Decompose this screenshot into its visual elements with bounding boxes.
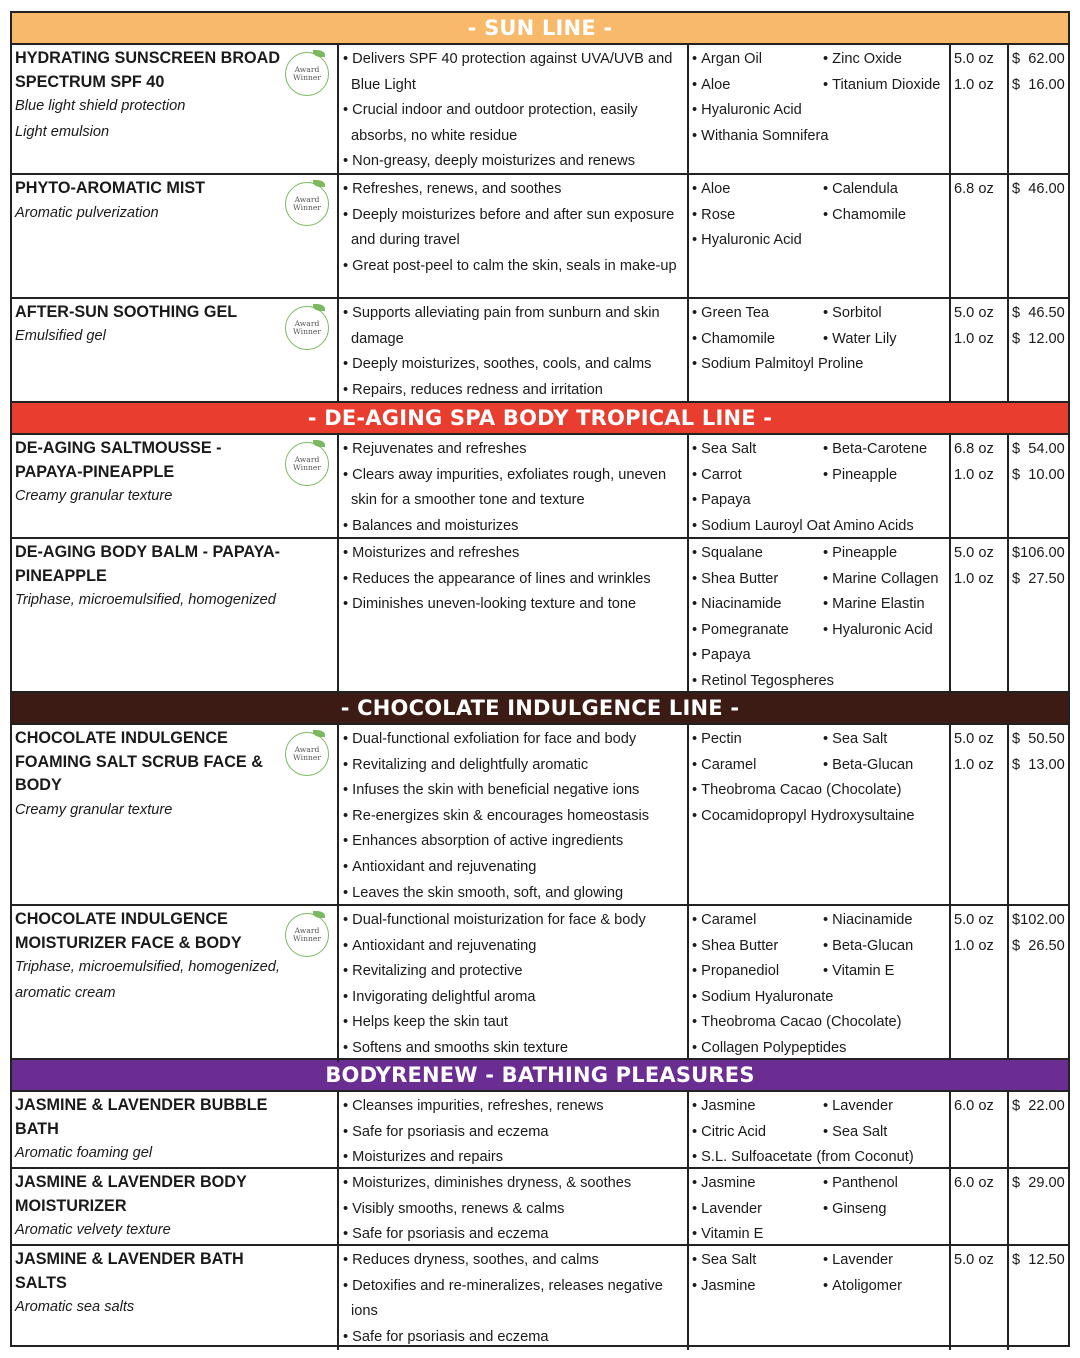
ingredient-item: • Lavender [823,1094,945,1120]
product-price: $ 13.00 [1012,756,1065,773]
product-size: 6.8 oz [954,181,994,198]
badge-text: Award [294,318,320,328]
ingredient-item: • Caramel [692,908,823,934]
product-cell [12,299,339,403]
product-name: CHOCOLATE INDULGENCE FOAMING SALT SCRUB FACE & BODY [15,729,263,795]
prices-cell [1009,175,1069,297]
leaf-icon [313,304,325,311]
benefits-cell [339,906,689,1062]
product-price: $102.00 [1012,912,1065,929]
benefit-item: • Crucial indoor and outdoor protection, easily absorbs, no white residue [342,98,683,149]
ingredients-cell [689,435,951,539]
ingredient-item: • Green Tea [692,301,823,327]
product-row [12,539,1068,693]
award-winner-badge [285,182,329,226]
product-cell [12,725,339,906]
ingredient-item: • Calendula [823,177,945,203]
benefit-item: • Refreshes, renews, and soothes [342,177,683,203]
badge-text: Winner [292,463,321,472]
product-price: $ 10.00 [1012,466,1065,483]
ingredient-item: • Water Lily [823,327,945,353]
product-row [12,299,1068,403]
product-name: DE-AGING BODY BALM - PAPAYA-PINEAPPLE [15,543,281,585]
benefit-item: • Moisturizes and repairs [342,1145,683,1171]
benefit-item: • Re-energizes skin & encourages homeostasis [342,804,683,830]
badge-text: Award [294,194,320,204]
product-name: AFTER-SUN SOOTHING GEL [15,302,238,321]
product-description: Triphase, microemulsified, homogenized [15,592,276,608]
benefit-item: • Revitalizing and protective [342,959,683,985]
product-name: JASMINE & LAVENDER BATH SALTS [15,1250,244,1292]
ingredient-item: • Zinc Oxide [823,47,945,73]
section-header: BODYRENEW - BATHING PLEASURES [12,1060,1068,1092]
ingredient-item: • Papaya [692,488,945,514]
badge-text: Winner [292,326,321,336]
benefit-item: • Deeply moisturizes, soothes, cools, and calms [342,352,683,378]
ingredient-item: • Argan Oil [692,47,823,73]
ingredient-item: • Beta-Glucan [823,934,945,960]
product-description: Aromatic foaming gel [15,1145,153,1162]
ingredient-item: • Aloe [692,73,823,99]
prices-cell [1009,1092,1069,1171]
product-name: HYDRATING SUNSCREEN BROAD SPECTRUM SPF 40 [15,49,281,91]
ingredient-item: • Atoligomer [823,1274,945,1300]
ingredients-list [692,908,945,1062]
prices-cell [1009,435,1069,539]
prices-cell [1009,45,1069,175]
benefit-item: • Safe for psoriasis and eczema [342,1325,683,1351]
ingredient-item: • Sea Salt [823,1120,945,1146]
ingredient-item: • Chamomile [823,203,945,229]
benefit-item: • Enhances absorption of active ingredients [342,829,683,855]
benefit-item: • Detoxifies and re-mineralizes, releases negative ions [342,1274,683,1325]
product-description: Light emulsion [15,123,110,140]
badge-text: Award [294,744,320,754]
benefit-item: • Supports alleviating pain from sunburn and skin damage [342,301,683,352]
benefit-item: • Rejuvenates and refreshes [342,437,683,463]
product-size: 1.0 oz [954,937,994,954]
product-price: $ 12.00 [1012,330,1065,347]
benefits-cell [339,1092,689,1171]
ingredients-cell [689,299,951,403]
product-name: JASMINE & LAVENDER BUBBLE BATH [15,1096,268,1138]
ingredients-list [692,177,945,254]
ingredient-item: • Citric Acid [692,1120,823,1146]
benefit-item: • Reduces dryness, soothes, and calms [342,1248,683,1274]
prices-cell [1009,906,1069,1062]
ingredients-list [692,437,945,539]
benefit-item: • Safe for psoriasis and eczema [342,1222,683,1248]
product-price-list [10,11,1070,1347]
ingredient-item: • Vitamin E [692,1222,945,1248]
leaf-icon [313,180,325,187]
product-size: 5.0 oz [954,1252,994,1269]
badge-text: Award [294,64,320,74]
sizes-cell [951,1169,1009,1248]
award-winner-badge [285,52,329,96]
ingredient-item: • Theobroma Cacao (Chocolate) [692,1010,945,1036]
product-row [12,725,1068,906]
product-size: 1.0 oz [954,570,994,587]
ingredient-item: • Pineapple [823,541,945,567]
product-size: 5.0 oz [954,731,994,748]
product-price: $ 50.50 [1012,731,1065,748]
benefits-cell [339,1169,689,1248]
benefits-cell [339,539,689,695]
product-name: DE-AGING SALTMOUSSE - PAPAYA-PINEAPPLE [15,439,222,481]
ingredient-item: • Shea Butter [692,567,823,593]
ingredients-list [692,541,945,695]
section-header: - CHOCOLATE INDULGENCE LINE - [12,693,1068,725]
benefit-item: • Moisturizes, diminishes dryness, & soothes [342,1171,683,1197]
ingredients-list [692,301,945,378]
product-description: Creamy granular texture [15,488,173,504]
ingredient-item: • Sorbitol [823,301,945,327]
ingredient-item: • Chamomile [692,327,823,353]
sizes-cell [951,1246,1009,1350]
ingredient-item: • Caramel [692,753,823,779]
product-cell [12,1092,339,1171]
sizes-cell [951,906,1009,1062]
product-cell [12,45,339,175]
badge-text: Award [294,925,320,935]
benefit-item: • Leaves the skin smooth, soft, and glowing [342,881,683,907]
section-header: - SUN LINE - [12,13,1068,45]
product-row [12,175,1068,299]
product-name: PHYTO-AROMATIC MIST [15,179,206,198]
badge-text: Winner [292,73,321,83]
benefits-cell [339,45,689,175]
ingredients-cell [689,45,951,175]
ingredient-item: • Lavender [692,1197,823,1223]
product-cell [12,1169,339,1248]
sizes-cell [951,725,1009,906]
product-cell [12,539,339,695]
product-cell [12,435,339,539]
product-price: $ 22.00 [1012,1098,1065,1115]
badge-text: Winner [292,203,321,213]
ingredients-cell [689,539,951,695]
benefit-item: • Delivers SPF 40 protection against UVA/UVB and Blue Light [342,47,683,98]
ingredient-item: • Pineapple [823,463,945,489]
section-header: - DE-AGING SPA BODY TROPICAL LINE - [12,403,1068,435]
ingredients-cell [689,725,951,906]
leaf-icon [313,911,325,918]
ingredients-cell [689,906,951,1062]
leaf-icon [313,440,325,447]
product-cell [12,1246,339,1350]
product-price: $ 26.50 [1012,937,1065,954]
product-size: 5.0 oz [954,912,994,929]
ingredient-item: • Cocamidopropyl Hydroxysultaine [692,804,945,830]
ingredient-item: • Jasmine [692,1274,823,1300]
benefit-item: • Cleanses impurities, refreshes, renews [342,1094,683,1120]
prices-cell [1009,1246,1069,1350]
ingredient-item: • Sodium Palmitoyl Proline [692,352,945,378]
benefits-cell [339,1246,689,1350]
ingredients-cell [689,1169,951,1248]
product-name: CHOCOLATE INDULGENCE MOISTURIZER FACE & BODY [15,910,242,952]
benefits-cell [339,175,689,297]
ingredient-item: • Beta-Carotene [823,437,945,463]
product-cell [12,906,339,1062]
benefit-item: • Dual-functional moisturization for face & body [342,908,683,934]
award-winner-badge [285,306,329,350]
product-description: Triphase, microemulsified, homogenized, aromatic cream [15,959,280,1001]
prices-cell [1009,1169,1069,1248]
ingredient-item: • Lavender [823,1248,945,1274]
ingredient-item: • Hyaluronic Acid [692,98,945,124]
product-size: 5.0 oz [954,545,994,561]
ingredients-list [692,1248,945,1299]
badge-text: Award [294,454,320,464]
benefit-item: • Dual-functional exfoliation for face and body [342,727,683,753]
ingredient-item: • Hyaluronic Acid [823,618,945,644]
ingredients-cell [689,175,951,297]
product-size: 1.0 oz [954,466,994,483]
benefit-item: • Helps keep the skin taut [342,1010,683,1036]
ingredients-cell [689,1092,951,1171]
sizes-cell [951,435,1009,539]
ingredient-item: • Panthenol [823,1171,945,1197]
benefit-item: • Reduces the appearance of lines and wrinkles [342,567,683,593]
sizes-cell [951,299,1009,403]
ingredients-list [692,1094,945,1171]
product-row [12,906,1068,1060]
ingredient-item: • Niacinamide [823,908,945,934]
ingredient-item: • Hyaluronic Acid [692,228,945,254]
benefits-cell [339,299,689,403]
ingredient-item: • Retinol Tegospheres [692,669,945,695]
product-description: Emulsified gel [15,328,106,345]
benefit-item: • Invigorating delightful aroma [342,985,683,1011]
badge-text: Winner [292,934,321,944]
leaf-icon [313,730,325,737]
product-price: $106.00 [1012,545,1065,561]
ingredient-item: • Marine Collagen [823,567,945,593]
benefits-cell [339,435,689,539]
ingredient-item: • Jasmine [692,1171,823,1197]
ingredient-item: • Withania Somnifera [692,124,945,150]
product-row [12,1169,1068,1246]
prices-cell [1009,299,1069,403]
ingredient-item: • Beta-Glucan [823,753,945,779]
ingredient-item: • Sodium Hyaluronate [692,985,945,1011]
ingredient-item: • Carrot [692,463,823,489]
ingredient-item: • S.L. Sulfoacetate (from Coconut) [692,1145,945,1171]
benefit-item: • Diminishes uneven-looking texture and tone [342,592,683,618]
product-price: $ 46.50 [1012,304,1065,321]
ingredients-list [692,1171,945,1248]
product-description: Creamy granular texture [15,801,173,818]
sizes-cell [951,175,1009,297]
product-cell [12,175,339,297]
ingredient-item: • Marine Elastin [823,592,945,618]
benefit-item: • Balances and moisturizes [342,514,683,540]
benefit-item: • Revitalizing and delightfully aromatic [342,753,683,779]
benefit-item: • Great post-peel to calm the skin, seals in make-up [342,254,683,280]
ingredients-list [692,727,945,829]
ingredient-item: • Rose [692,203,823,229]
benefit-item: • Safe for psoriasis and eczema [342,1120,683,1146]
product-price: $ 46.00 [1012,181,1065,198]
product-description: Aromatic sea salts [15,1299,135,1316]
ingredient-item: • Pectin [692,727,823,753]
sizes-cell [951,1092,1009,1171]
ingredient-item: • Jasmine [692,1094,823,1120]
product-price: $ 16.00 [1012,76,1065,93]
product-price: $ 54.00 [1012,441,1065,457]
product-row [12,1246,1068,1345]
product-size: 6.0 oz [954,1175,994,1192]
ingredient-item: • Ginseng [823,1197,945,1223]
ingredients-list [692,47,945,149]
award-winner-badge [285,913,329,957]
benefit-item: • Antioxidant and rejuvenating [342,855,683,881]
ingredient-item: • Niacinamide [692,592,823,618]
benefit-item: • Repairs, reduces redness and irritation [342,378,683,404]
benefits-cell [339,725,689,906]
sizes-cell [951,539,1009,695]
product-size: 5.0 oz [954,304,994,321]
product-price: $ 27.50 [1012,570,1065,587]
ingredient-item: • Squalane [692,541,823,567]
leaf-icon [313,50,325,57]
product-price: $ 12.50 [1012,1252,1065,1269]
ingredient-item: • Shea Butter [692,934,823,960]
product-row [12,45,1068,175]
benefit-item: • Infuses the skin with beneficial negative ions [342,778,683,804]
award-winner-badge [285,442,329,486]
benefit-item: • Moisturizes and refreshes [342,541,683,567]
ingredient-item: • Sea Salt [692,1248,823,1274]
product-description: Blue light shield protection [15,98,186,115]
prices-cell [1009,539,1069,695]
ingredient-item: • Vitamin E [823,959,945,985]
product-row [12,435,1068,539]
product-description: Aromatic velvety texture [15,1222,171,1239]
award-winner-badge [285,732,329,776]
product-size: 1.0 oz [954,756,994,773]
benefit-item: • Antioxidant and rejuvenating [342,934,683,960]
product-name: JASMINE & LAVENDER BODY MOISTURIZER [15,1173,247,1215]
product-description: Aromatic pulverization [15,204,159,221]
benefit-item: • Deeply moisturizes before and after sun exposure and during travel [342,203,683,254]
benefit-item: • Visibly smooths, renews & calms [342,1197,683,1223]
product-price: $ 29.00 [1012,1175,1065,1192]
product-size: 6.8 oz [954,441,994,457]
ingredient-item: • Theobroma Cacao (Chocolate) [692,778,945,804]
ingredient-item: • Sea Salt [692,437,823,463]
prices-cell [1009,725,1069,906]
ingredient-item: • Titanium Dioxide [823,73,945,99]
badge-text: Winner [292,753,321,763]
product-size: 1.0 oz [954,76,994,93]
ingredient-item: • Pomegranate [692,618,823,644]
product-size: 1.0 oz [954,330,994,347]
ingredient-item: • Aloe [692,177,823,203]
product-size: 5.0 oz [954,51,994,68]
ingredient-item: • Papaya [692,643,945,669]
product-price: $ 62.00 [1012,51,1065,68]
ingredient-item: • Sodium Lauroyl Oat Amino Acids [692,514,945,540]
product-row [12,1092,1068,1169]
sizes-cell [951,45,1009,175]
ingredient-item: • Collagen Polypeptides [692,1036,945,1062]
product-size: 6.0 oz [954,1098,994,1115]
ingredient-item: • Propanediol [692,959,823,985]
benefit-item: • Non-greasy, deeply moisturizes and renews [342,149,683,175]
benefit-item: • Clears away impurities, exfoliates rough, uneven skin for a smoother tone and texture [342,463,683,514]
ingredient-item: • Sea Salt [823,727,945,753]
ingredients-cell [689,1246,951,1350]
benefit-item: • Softens and smooths skin texture [342,1036,683,1062]
